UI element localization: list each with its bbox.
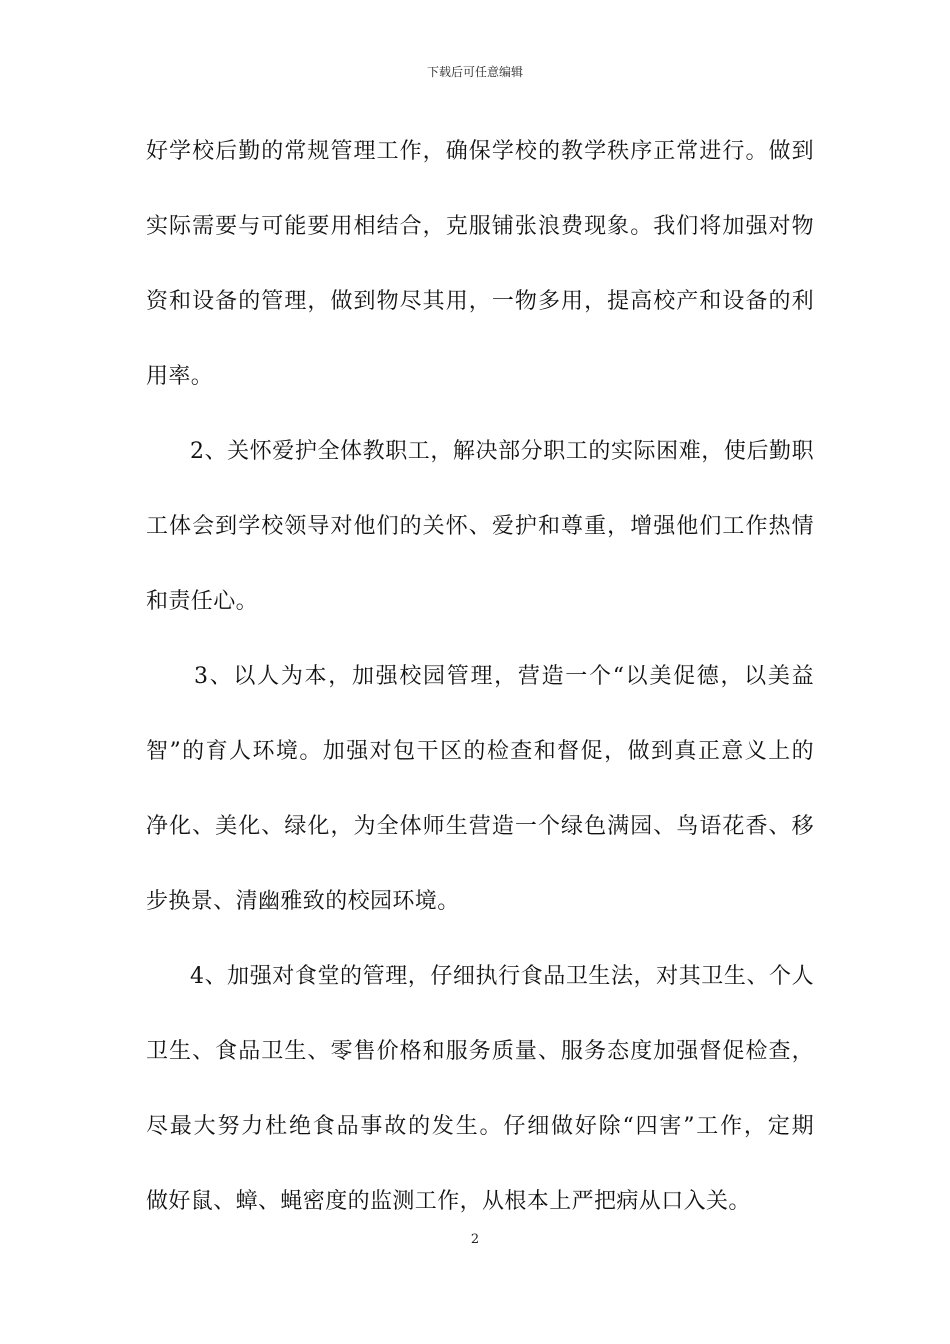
paragraph-1-line-2: 实际需要与可能要用相结合，克服铺张浪费现象。我们将加强对物 — [146, 214, 814, 239]
paragraph-1-line-4: 用率。 — [146, 364, 214, 389]
document-body — [146, 131, 814, 1256]
paragraph-2-line-3: 和责任心。 — [146, 589, 259, 614]
paragraph-4-line-2: 卫生、食品卫生、零售价格和服务质量、服务态度加强督促检查， — [146, 1039, 814, 1064]
paragraph-3-line-3: 净化、美化、绿化，为全体师生营造一个绿色满园、鸟语花香、移 — [146, 814, 814, 839]
paragraph-1-line-3: 资和设备的管理，做到物尽其用，一物多用，提高校产和设备的利 — [146, 289, 814, 314]
paragraph-2-line-2: 工体会到学校领导对他们的关怀、爱护和尊重，增强他们工作热情 — [146, 514, 814, 539]
paragraph-3-line-1: 3、以人为本，加强校园管理，营造一个“以美促德，以美益 — [194, 664, 814, 689]
page-header-note: 下载后可任意编辑 — [426, 65, 523, 79]
paragraph-4-line-3: 尽最大努力杜绝食品事故的发生。仔细做好除“四害”工作，定期 — [146, 1114, 814, 1139]
paragraph-2-line-1: 2、关怀爱护全体教职工，解决部分职工的实际困难，使后勤职 — [190, 439, 814, 464]
paragraph-4-line-1: 4、加强对食堂的管理，仔细执行食品卫生法，对其卫生、个人 — [190, 964, 814, 989]
paragraph-3-line-4: 步换景、清幽雅致的校园环境。 — [146, 889, 460, 914]
paragraph-4-line-4: 做好鼠、蟑、蝇密度的监测工作，从根本上严把病从口入关。 — [146, 1189, 751, 1214]
paragraph-1-line-1: 好学校后勤的常规管理工作，确保学校的教学秩序正常进行。做到 — [146, 139, 814, 164]
page-number: 2 — [470, 1232, 480, 1247]
paragraph-3-line-2: 智”的育人环境。加强对包干区的检查和督促，做到真正意义上的 — [146, 739, 814, 764]
